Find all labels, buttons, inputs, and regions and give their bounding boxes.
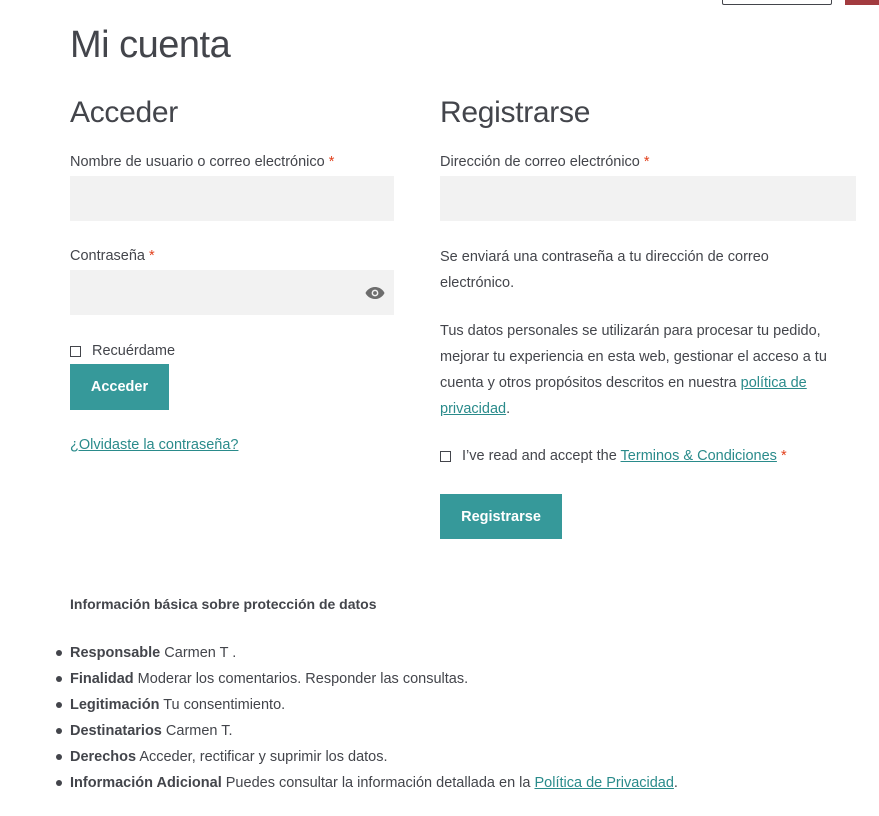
list-item xyxy=(70,640,678,666)
list-item xyxy=(70,666,678,692)
item-key: Finalidad xyxy=(70,671,134,687)
remember-checkbox[interactable] xyxy=(70,346,81,357)
email-label-text: Dirección de correo electrónico xyxy=(440,154,640,170)
list-item xyxy=(70,692,678,718)
privacy-policy-link[interactable]: política de privacidad xyxy=(440,375,807,417)
register-section xyxy=(440,96,856,525)
required-mark: * xyxy=(149,248,155,264)
terms-text: I’ve read and accept the xyxy=(462,448,621,464)
required-mark: * xyxy=(643,154,650,170)
register-button[interactable]: Registrarse xyxy=(440,494,562,539)
privacy-text-end: . xyxy=(506,401,511,417)
item-key: Responsable xyxy=(70,645,161,661)
list-item xyxy=(70,770,678,796)
item-key: Legitimación xyxy=(70,697,160,713)
register-title: Registrarse xyxy=(440,96,591,129)
email-label xyxy=(440,154,650,170)
privacy-notice xyxy=(440,318,845,422)
required-mark: * xyxy=(328,154,335,170)
header-cart-button[interactable] xyxy=(845,0,879,5)
data-protection-list xyxy=(70,640,678,796)
list-item xyxy=(70,744,678,770)
username-label xyxy=(70,154,334,170)
privacy-text: Tus datos personales se utilizarán para procesar tu pedido, mejorar tu experiencia en esta web, gestionar el acceso a tu cuenta y otros propósitos descritos en nuestra xyxy=(440,323,827,391)
bullet-icon xyxy=(56,702,62,708)
item-value: Puedes consultar la información detallada en la xyxy=(221,775,535,791)
item-value: Acceder, rectificar y suprimir los datos. xyxy=(136,749,388,765)
privacy-policy-footer-link[interactable]: Política de Privacidad xyxy=(534,775,674,791)
eye-icon[interactable] xyxy=(365,286,385,300)
item-value: Carmen T. xyxy=(161,723,233,739)
remember-label: Recuérdame xyxy=(92,343,176,359)
lost-password-link[interactable]: ¿Olvidaste la contraseña? xyxy=(70,437,239,453)
login-title: Acceder xyxy=(70,96,178,129)
item-key: Información Adicional xyxy=(70,775,222,791)
terms-link[interactable]: Terminos & Condiciones xyxy=(620,448,777,464)
username-input[interactable] xyxy=(70,176,394,221)
bullet-icon xyxy=(56,676,62,682)
header-outline-button[interactable] xyxy=(722,0,832,5)
required-mark: * xyxy=(780,448,787,464)
password-label xyxy=(70,248,155,264)
terms-label xyxy=(462,448,787,464)
bullet-icon xyxy=(56,728,62,734)
list-item xyxy=(70,718,678,744)
item-key: Derechos xyxy=(70,749,137,765)
password-label-text: Contraseña xyxy=(70,248,145,264)
register-email-input[interactable] xyxy=(440,176,856,221)
item-value: Moderar los comentarios. Responder las consultas. xyxy=(133,671,469,687)
login-button[interactable]: Acceder xyxy=(70,364,169,410)
bullet-icon xyxy=(56,650,62,656)
item-value: Tu consentimiento. xyxy=(159,697,286,713)
username-label-text: Nombre de usuario o correo electrónico xyxy=(70,154,325,170)
item-value-end: . xyxy=(673,775,678,791)
terms-checkbox[interactable] xyxy=(440,451,451,462)
password-input[interactable] xyxy=(70,270,394,315)
bullet-icon xyxy=(56,780,62,786)
item-key: Destinatarios xyxy=(70,723,162,739)
bullet-icon xyxy=(56,754,62,760)
password-notice: Se enviará una contraseña a tu dirección de correo electrónico. xyxy=(440,249,769,291)
page-title: Mi cuenta xyxy=(70,24,231,66)
data-protection-title: Información básica sobre protección de datos xyxy=(70,596,377,612)
login-section xyxy=(70,96,394,453)
item-value: Carmen T . xyxy=(160,645,237,661)
